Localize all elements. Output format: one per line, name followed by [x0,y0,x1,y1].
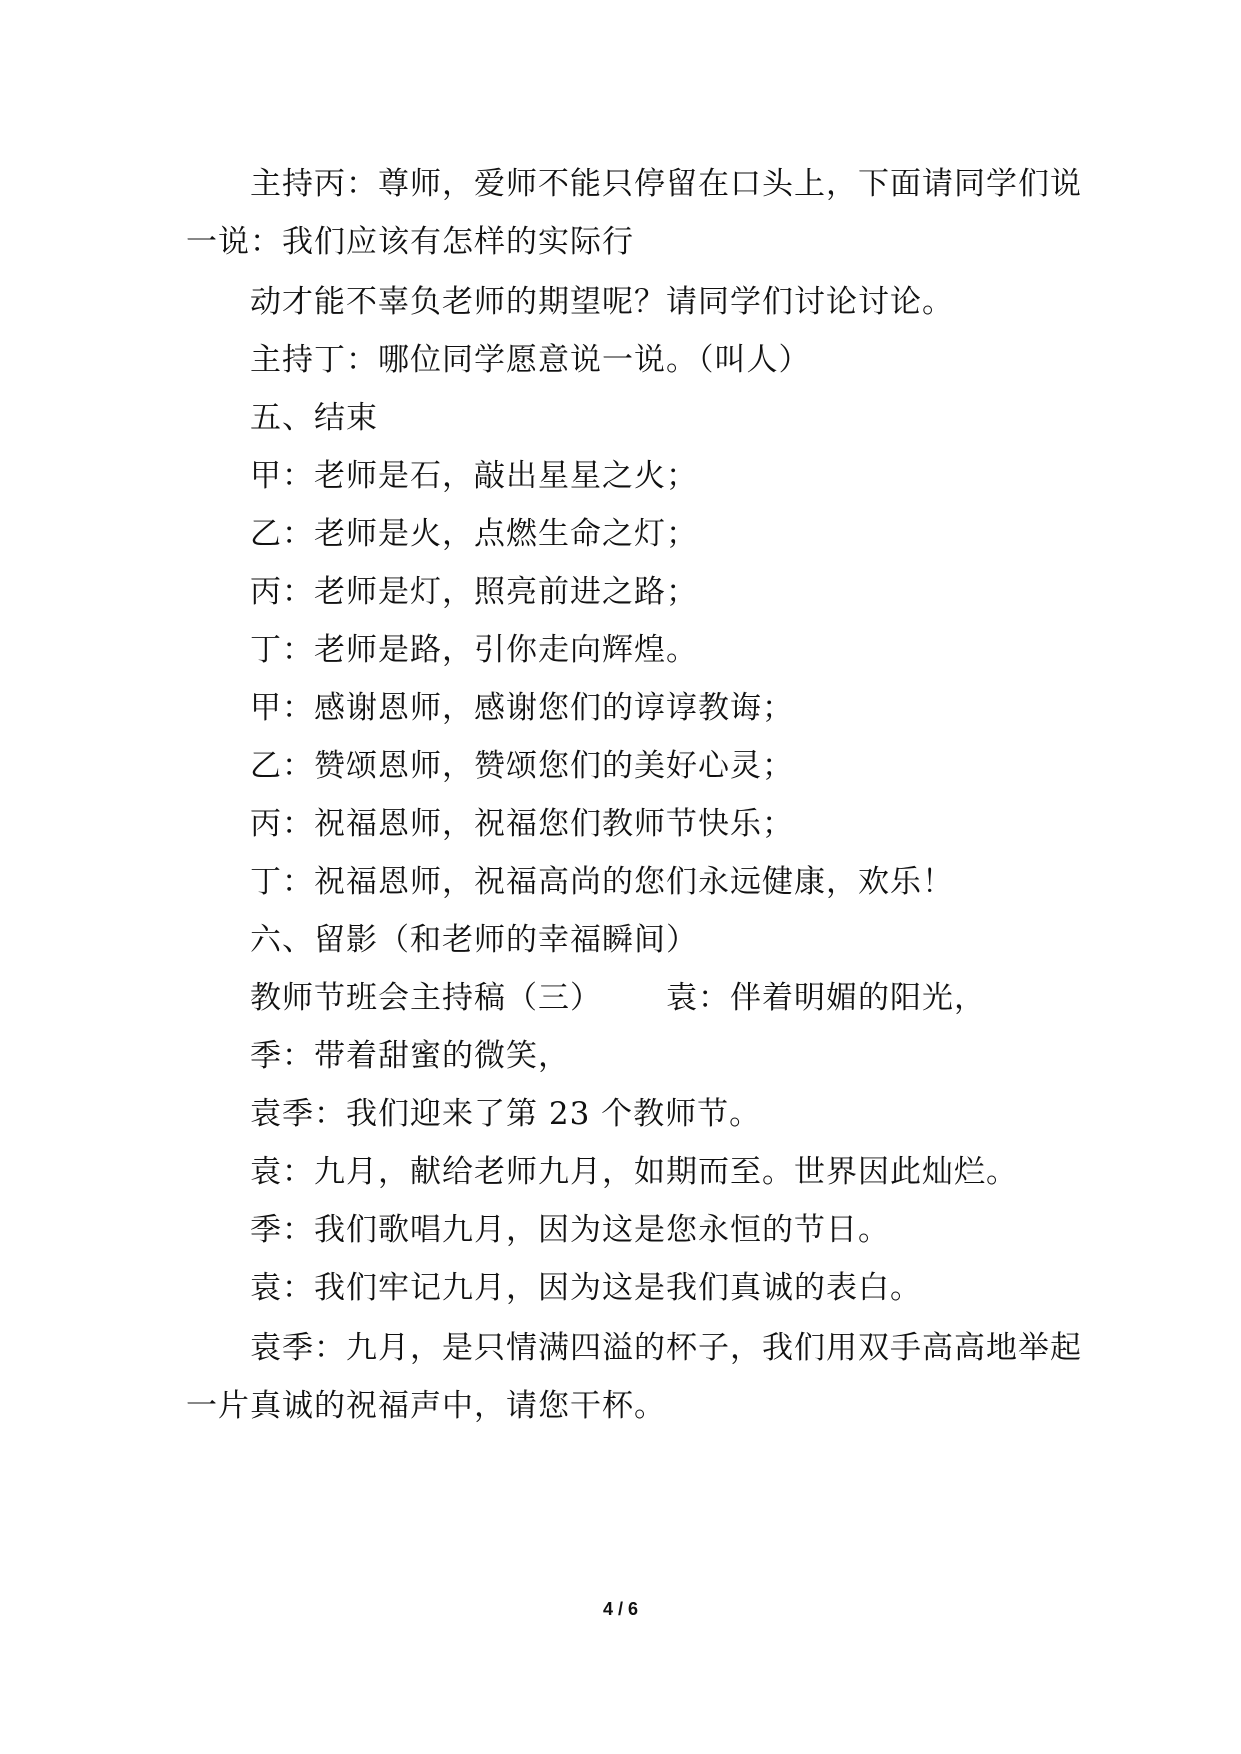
paragraph-line: 主持丙：尊师，爱师不能只停留在口头上，下面请同学们说 [250,166,1082,202]
paragraph-line [250,978,986,1018]
paragraph-line: 主持丁：哪位同学愿意说一说。（叫人） [250,342,811,378]
paragraph-line: 丁：老师是路，引你走向辉煌。 [250,632,698,668]
page-number: 4 / 6 [602,1599,639,1619]
paragraph-line: 袁季：九月，是只情满四溢的杯子，我们用双手高高地举起 [250,1330,1082,1366]
paragraph-line: 季：我们歌唱九月，因为这是您永恒的节日。 [250,1212,890,1248]
document-title: 教师节班会主持稿（三） [250,980,602,1016]
paragraph-line: 乙：赞颂恩师，赞颂您们的美好心灵； [250,748,794,784]
paragraph-line: 一说：我们应该有怎样的实际行 [186,224,634,260]
dialogue-line: 袁：伴着明媚的阳光， [666,980,986,1016]
paragraph-line: 袁季：我们迎来了第 23 个教师节。 [250,1096,762,1132]
paragraph-line: 丙：祝福恩师，祝福您们教师节快乐； [250,806,794,842]
paragraph-line: 甲：感谢恩师，感谢您们的谆谆教诲； [250,690,794,726]
paragraph-line: 丙：老师是灯，照亮前进之路； [250,574,698,610]
section-heading: 六、留影（和老师的幸福瞬间） [250,922,698,958]
paragraph-line: 季：带着甜蜜的微笑， [250,1038,570,1074]
paragraph-line: 丁：祝福恩师，祝福高尚的您们永远健康，欢乐！ [250,864,954,900]
paragraph-line: 袁：我们牢记九月，因为这是我们真诚的表白。 [250,1270,922,1306]
paragraph-line: 甲：老师是石，敲出星星之火； [250,458,698,494]
paragraph-line: 乙：老师是火，点燃生命之灯； [250,516,698,552]
section-heading: 五、结束 [250,400,378,436]
paragraph-line: 一片真诚的祝福声中，请您干杯。 [186,1388,666,1424]
paragraph-line: 动才能不辜负老师的期望呢？请同学们讨论讨论。 [250,284,954,320]
paragraph-line: 袁：九月，献给老师九月，如期而至。世界因此灿烂。 [250,1154,1018,1190]
